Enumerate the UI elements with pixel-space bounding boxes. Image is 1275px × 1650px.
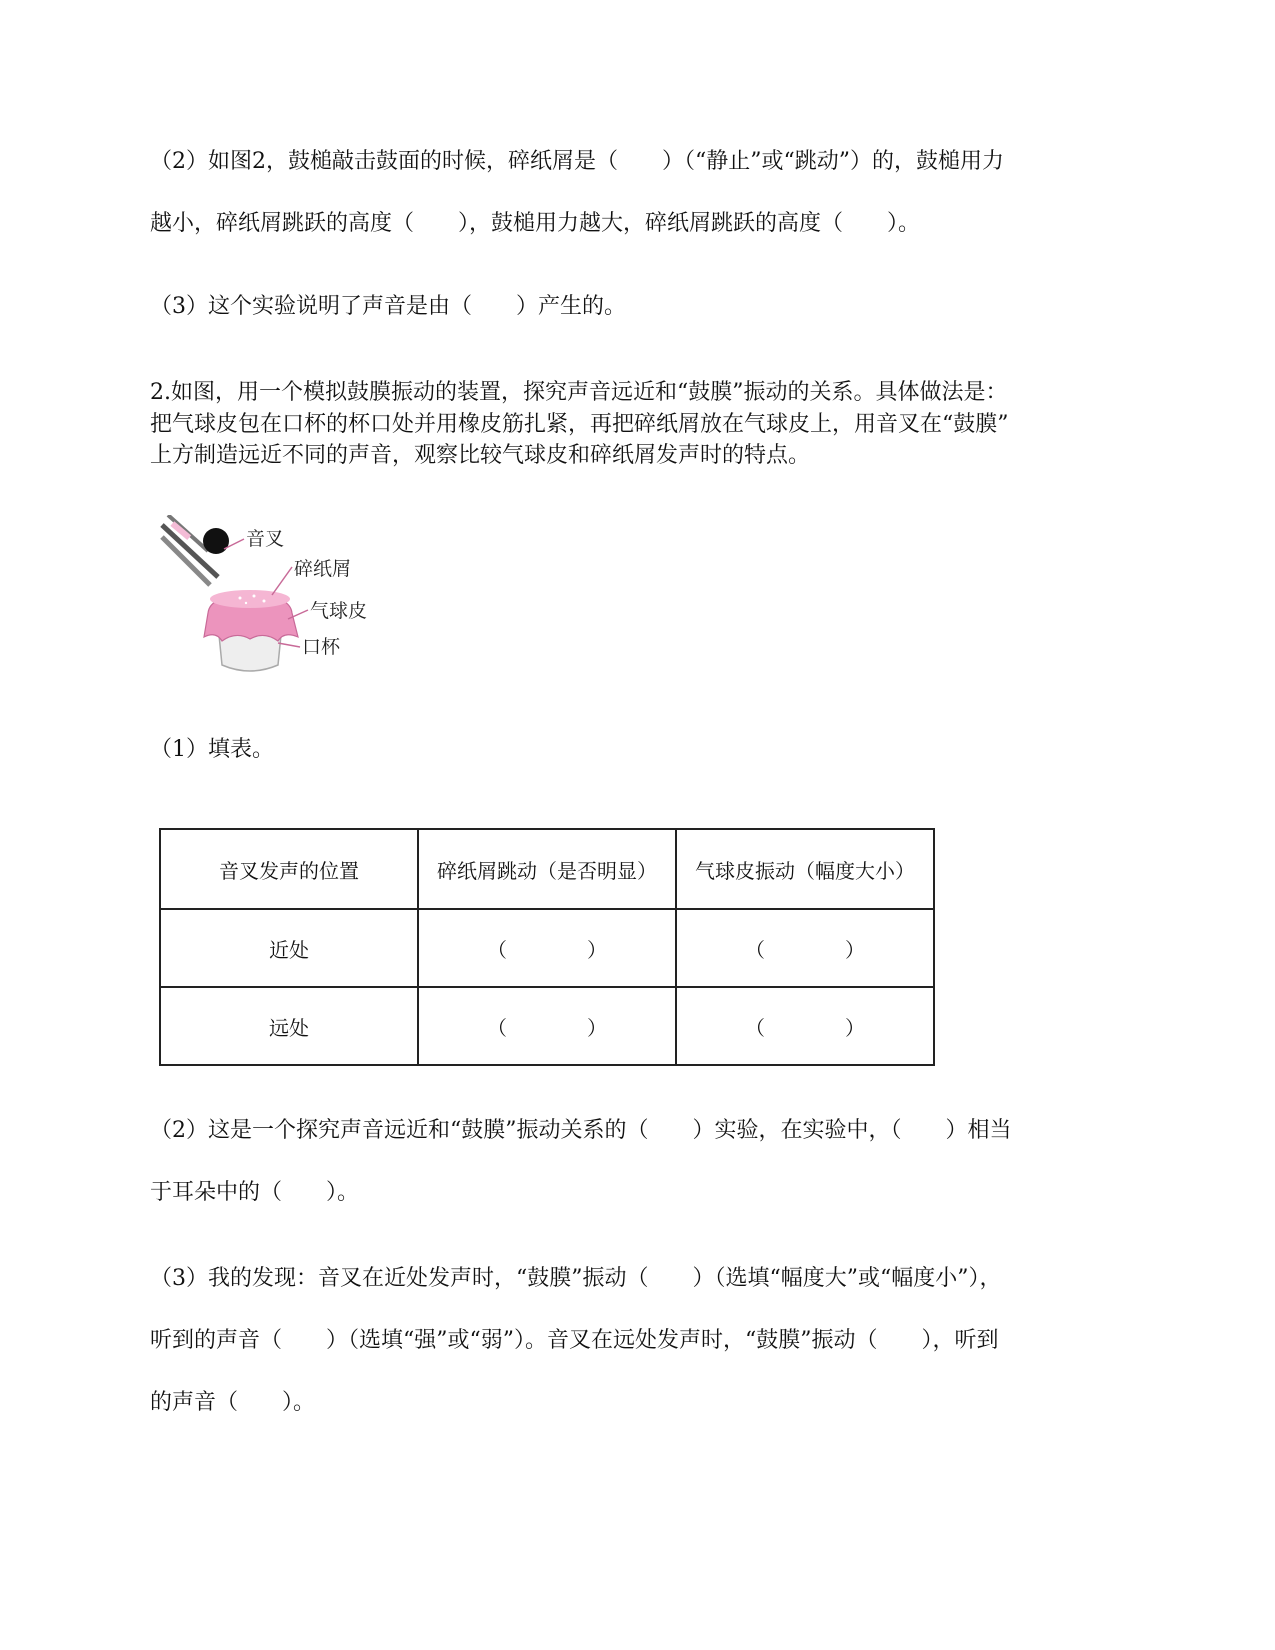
question2-intro-line3: 上方制造远近不同的声音，观察比较气球皮和碎纸屑发声时的特点。 (150, 443, 811, 468)
question2-intro-line1: 2.如图，用一个模拟鼓膜振动的装置，探究声音远近和“鼓膜”振动的关系。具体做法是： (150, 380, 1008, 405)
tuning-fork-label: 音叉 (246, 528, 285, 550)
answer-table (159, 828, 935, 1066)
table-cell-blank[interactable]: （ ） (676, 987, 934, 1065)
sub3-line3: 的声音（ ）。 (150, 1390, 316, 1415)
table-row (160, 909, 934, 987)
balloon-skin-label: 气球皮 (310, 600, 368, 622)
cup-label: 口杯 (302, 636, 341, 658)
sub3-line1: （3）我的发现：音叉在近处发声时，“鼓膜”振动（ ）（选填“幅度大”或“幅度小”）， (150, 1266, 1002, 1291)
table-header-balloon: 气球皮振动（幅度大小） (676, 829, 934, 909)
table-header-row (160, 829, 934, 909)
table-cell-position: 远处 (160, 987, 418, 1065)
sub1-fill-table: （1）填表。 (150, 737, 274, 762)
paper-scraps-label: 碎纸屑 (294, 558, 352, 580)
sub3-line2: 听到的声音（ ）（选填“强”或“弱”）。音叉在远处发声时，“鼓膜”振动（ ），听到 (150, 1328, 999, 1353)
table-cell-blank[interactable]: （ ） (418, 987, 676, 1065)
table-cell-blank[interactable]: （ ） (676, 909, 934, 987)
eardrum-model-figure (160, 515, 400, 685)
sub2-line2: 于耳朵中的（ ）。 (150, 1180, 360, 1205)
table-row (160, 987, 934, 1065)
table-cell-position: 近处 (160, 909, 418, 987)
q2-line2: 越小，碎纸屑跳跃的高度（ ），鼓槌用力越大，碎纸屑跳跃的高度（ ）。 (150, 211, 921, 236)
tuning-fork-illustration (162, 515, 229, 585)
balloon-skin-illustration (204, 590, 298, 641)
q2-line1: （2）如图2，鼓槌敲击鼓面的时候，碎纸屑是（ ）（“静止”或“跳动”）的，鼓槌用力 (150, 149, 1004, 174)
table-header-paper-scraps: 碎纸屑跳动（是否明显） (418, 829, 676, 909)
question2-intro-line2: 把气球皮包在口杯的杯口处并用橡皮筋扎紧，再把碎纸屑放在气球皮上，用音叉在“鼓膜” (150, 412, 1009, 437)
table-cell-blank[interactable]: （ ） (418, 909, 676, 987)
sub2-line1: （2）这是一个探究声音远近和“鼓膜”振动关系的（ ）实验，在实验中，（ ）相当 (150, 1118, 1012, 1143)
table-header-position: 音叉发声的位置 (160, 829, 418, 909)
q3: （3）这个实验说明了声音是由（ ）产生的。 (150, 294, 626, 319)
